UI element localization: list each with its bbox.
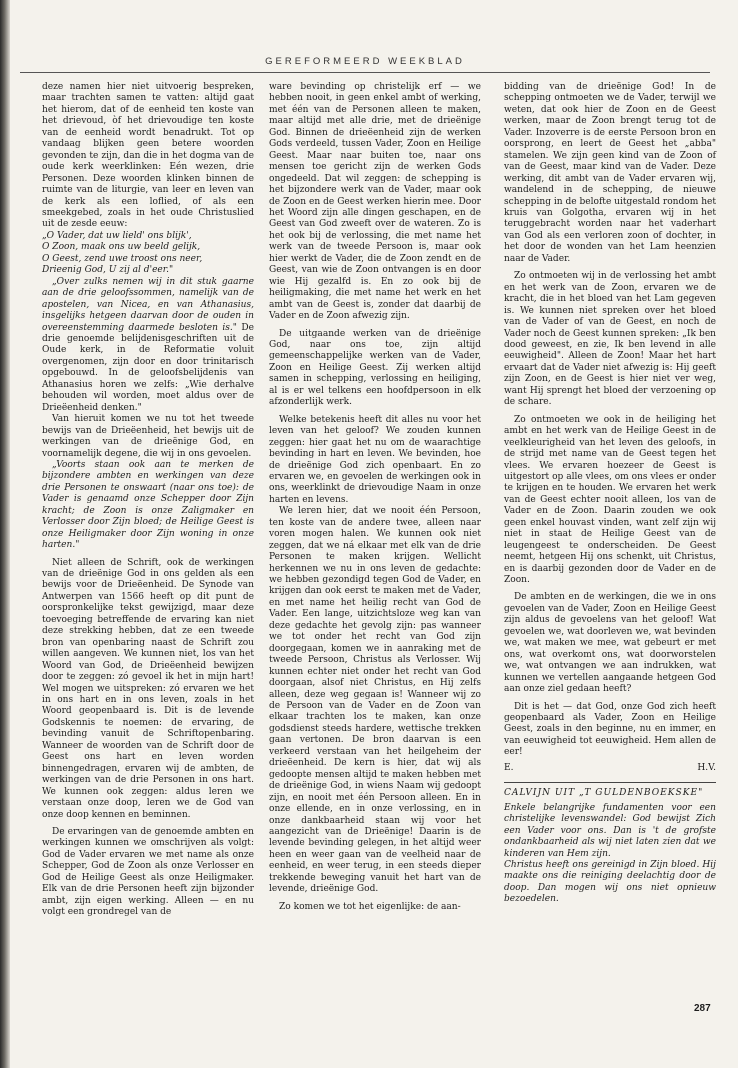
italic-quote: „Voorts staan ook aan te merken de bijzondere ambten en werkingen van deze drie Personen te onswaart (naar ons toe): de Vader is genaamd onze Schepper door Zijn kracht; de Zoon is onze Zaligmaker en Verlosser door Zijn bloed; de Heilige Geest is onze Heiligmaker door Zijn woning in onze harten." <box>42 459 254 551</box>
paragraph: Welke betekenis heeft dit alles nu voor het leven van het geloof? We zouden kunnen zeggen: hier gaat het nu om de waarachtige bevinding in hart en leven. We bevinden, hoe de drieënige God zich openbaart. En zo ervaren we, en gevoelen de werkingen ook in ons, weerklinkt de drievoudige Naam in onze harten en levens. <box>269 414 481 505</box>
signature-initial-left: E. <box>504 762 514 773</box>
paragraph: Zo ontmoeten wij in de verlossing het ambt en het werk van de Zoon, ervaren we de kracht, die in het bloed van het Lam gegeven is. We kunnen niet spreken over het bloed van de Vader of van de Geest, en noch de Vader noch de Geest kunnen spreken: „Ik ben dood geweest, en zie, Ik ben levend in alle eeuwigheid". Alleen de Zoon! Maar het hart ervaart dat de Vader niet afwezig is: Hij geeft zijn Zoon, en de Geest is hier niet ver weg, want Hij sprengt het bloed der verzoening op de schare. <box>504 271 716 408</box>
column-2 <box>269 82 481 913</box>
paragraph: Van hieruit komen we nu tot het tweede bewijs van de Drieëenheid, het bewijs uit de werkingen van de drieënige God, en voornamelijk degene, die wij in ons gevoelen. <box>42 414 254 459</box>
sidebar-paragraph: Christus heeft ons gereinigd in Zijn bloed. Hij maakte ons die reiniging deelachtig door de doop. Dan mogen wij ons niet opnieuw bezoedelen. <box>504 860 716 905</box>
paragraph: bidding van de drieënige God! In de schepping ontmoeten we de Vader, terwijl we weten, dat ook hier de Zoon en de Geest werken, maar de Zoon brengt terug tot de Vader. Inzoverre is de eerste Persoon bron en oorsprong, en leert de Geest het „abba" stamelen. We zijn geen kind van de Zoon of van de Geest, maar kind van de Vader. Deze werking, dit ambt van de Vader ervaren wij, wandelend in de schepping, de nieuwe schepping in de belofte uitgestald rondom het kruis van Golgotha, ervaren wij in het teruggebracht worden naar het vaderhart van God als een verloren zoon of dochter, in het door de wonden van het Lam heenzien naar de Vader. <box>504 82 717 264</box>
page-header: GEREFORMEERD WEEKBLAD <box>265 56 465 67</box>
paragraph: ware bevinding op christelijk erf — we hebben nooit, in geen enkel ambt of werking, met één van de Personen alleen te maken, maar altijd met alle drie, met de drieënige God. Binnen de drieëenheid zijn de werken Gods verdeeld, tussen Vader, Zoon en Heilige Geest. Maar naar buiten toe, naar ons mensen toe gericht zijn de werken Gods ongedeeld. Dat wil zeggen: de schepping is het bijzondere werk van de Vader, maar ook de Zoon en de Geest werken hierin mee. Door het Woord zijn alle dingen geschapen, en de Geest van God zweeft over de wateren. Zo is het ook bij de verlossing, die met name het werk van de tweede Persoon is, maar ook hier werkt de Vader, die de Zoon zendt en de Geest, van wie de Zoon ontvangen is en door wie Hij gezalfd is. En zo ook bij de heiligmaking, die met name het werk en het ambt van de Geest is, zonder dat daarbij de Vader en de Zoon afwezig zijn. <box>269 82 481 322</box>
header-rule <box>20 72 710 73</box>
column-1 <box>42 82 254 919</box>
paragraph: deze namen hier niet uitvoerig bespreken, maar trachten samen te vatten: altijd gaat het hierom, dat of de eenheid ten koste van het drievoud, òf het drievoudige ten koste van de eenheid wordt benadrukt. Tot op vandaag blijken geen betere woorden gevonden te zijn, dan die in het dogma van de oude kerk weerklinken: Eén wezen, drie Personen. Deze woorden klinken binnen de ruimte van de liturgie, van leer en leven van de kerk als een loflied, of als een smeekgebed, zoals in het oude Christuslied uit de zesde eeuw: <box>42 82 254 230</box>
paragraph: Niet alleen de Schrift, ook de werkingen van de drieënige God in ons gelden als een bewijs voor de Drieëenheid. De Synode van Antwerpen van 1566 heeft op dit punt de oorspronkelijke tekst gewijzigd, maar deze toevoeging betreffende de ervaring kan niet deze strekking hebben, dat ze een tweede bron van openbaring naast de Schrift zou willen aangeven. We kunnen niet, los van het Woord van God, de Drieëenheid bewijzen door te zeggen: zó gevoel ik het in mijn hart! Wel mogen we uitspreken: zó ervaren we het in ons hart en in ons leven, zoals in het Woord geopenbaard is. Dit is de levende Godskennis te noemen: de ervaring, de bevinding vanuit de Schriftopenbaring. Wanneer de woorden van de Schrift door de Geest ons hart en leven worden binnengedragen, ervaren wij de ambten, de werkingen van de drie Personen in ons hart. We kunnen ook zeggen: aldus leren we verstaan onze doop, leren we de God van onze doop kennen en beminnen. <box>42 557 254 820</box>
paragraph: De uitgaande werken van de drieënige God, naar ons toe, zijn altijd gemeenschappelijke werken van de Vader, Zoon en Heilige Geest. Zij werken altijd samen in schepping, verlossing en heiliging, al is er wel telkens een hoofdpersoon in elk afzonderlijk werk. <box>269 328 481 408</box>
section-divider <box>504 782 716 783</box>
book-spine-shadow <box>0 0 10 1068</box>
page-number: 287 <box>694 1003 711 1014</box>
paragraph-text: De drie genoemde belijdenisgeschriften uit de Oude kerk, in de Reformatie voluit overgenomen, zijn door en door trinitarisch opgebouwd. In de geloofsbelijdenis van Athanasius horen we zelfs: „Wie derhalve behouden wil worden, moet aldus over de Drieëenheid denken." <box>42 322 254 413</box>
paragraph: Zo komen we tot het eigenlijke: de aan- <box>279 901 461 912</box>
italic-quote: „Over zulks nemen wij in dit stuk gaarne aan de drie geloofssommen, namelijk van de apostelen, van Nicea, en van Athanasius, insgelijks hetgeen daarvan door de ouden in overeenstemming daarmede besloten is." <box>42 276 254 333</box>
author-initials: H.V. <box>697 762 716 773</box>
sidebar-paragraph: Enkele belangrijke fundamenten voor een christelijke levenswandel: God bewijst Zich een Vader voor ons. Dan is 't de grofste ondankbaarheid als wij niet laten zien dat we kinderen van Hem zijn. <box>504 802 716 859</box>
sidebar-title: CALVIJN UIT „T GULDENBOEKSKE" <box>504 788 704 799</box>
paragraph: Dit is het — dat God, onze God zich heeft geopenbaard als Vader, Zoon en Heilige Geest, zoals in den beginne, nu en immer, en van eeuwigheid tot eeuwigheid. Hem allen de eer! <box>504 701 716 758</box>
paragraph: De ervaringen van de genoemde ambten en werkingen kunnen we omschrijven als volgt: God de Vader ervaren we met name als onze Schepper, God de Zoon als onze Verlosser en God de Heilige Geest als onze Heiligmaker. Elk van de drie Personen heeft zijn bijzonder ambt, zijn eigen werking. Alleen — en nu volgt een grondregel van de <box>42 827 254 918</box>
paragraph: We leren hier, dat we nooit één Persoon, ten koste van de andere twee, alleen naar voren mogen halen. We kunnen ook niet zeggen, dat we ná elkaar met elk van de drie Personen te maken krijgen. Wellicht herkennen we nu in ons leven de gedachte: we hebben gezondigd tegen God de Vader, en krijgen dan ook eerst te maken met de Vader, en met name het heilig recht van God de Vader. Een lange, uitzichtsloze weg kan van deze gedachte het gevolg zijn: pas wanneer we tot onder het recht van God zijn doorgegaan, komen we in aanraking met de tweede Persoon, Christus als Verlosser. Wij kunnen echter niet onder het recht van God doorgaan, alsof niet Christus, en Hij zelfs alleen, deze weg gegaan is! Wanneer wij zo de Persoon van de Vader en de Zoon van elkaar trachten los te maken, kan onze godsdienst steeds hardere, wettische trekken gaan vertonen. De bron daarvan is een verkeerd verstaan van het heilgeheim der drieëenheid. De kern is hier, dat wij als gedoopte mensen altijd te maken hebben met de drieënige God, in wiens Naam wij gedoopt zijn, en nooit met één Persoon alleen. En in onze ellende, en in onze verlossing, en in onze dankbaarheid staan wij voor het aangezicht van de Drieënige! Daarin is de levende bevinding gelegen, in het altijd weer heen en weer gaan van de veelheid naar de eenheid, en weer terug, in een steeds dieper trekkende beweging vanuit het hart van de levende, drieënige God. <box>269 506 481 895</box>
paragraph: Zo ontmoeten we ook in de heiliging het ambt en het werk van de Heilige Geest in de veelkleurigheid van het leven des geloofs, in de strijd met name van de Geest tegen het vlees. We ervaren hoezeer de Geest is uitgestort op alle vlees, om ons vlees er onder te krijgen en te houden. We ervaren het werk van de Geest echter nooit alleen, los van de Vader en de Zoon. Daarin zouden we ook geen enkel houvast vinden, want zelf zijn wij niet in staat de Heilige Geest van de leugengeest te onderscheiden. De Geest neemt, hetgeen Hij ons schenkt, uit Christus, en is daarbij gezonden door de Vader en de Zoon. <box>504 414 716 586</box>
paragraph <box>42 277 254 414</box>
verse-quote: „O Vader, dat uw lield' ons blijk', O Zoon, maak ons uw beeld gelijk, O Geest, zend uwe troost ons neer, Drieenig God, U zij al d'eer." <box>42 230 203 276</box>
paragraph: De ambten en de werkingen, die we in ons gevoelen van de Vader, Zoon en Heilige Geest zijn aldus de gevoelens van het geloof! Wat gevoelen we, wat doorleven we, wat bevinden we, wat maken we mee, wat gebeurt er met ons, wat overkomt ons, wat doorworstelen we, wat ontvangen we aan indrukken, wat kunnen we vertellen aangaande hetgeen God aan onze ziel gedaan heeft? <box>504 592 716 695</box>
column-3 <box>504 82 716 906</box>
signature-line <box>504 763 716 774</box>
